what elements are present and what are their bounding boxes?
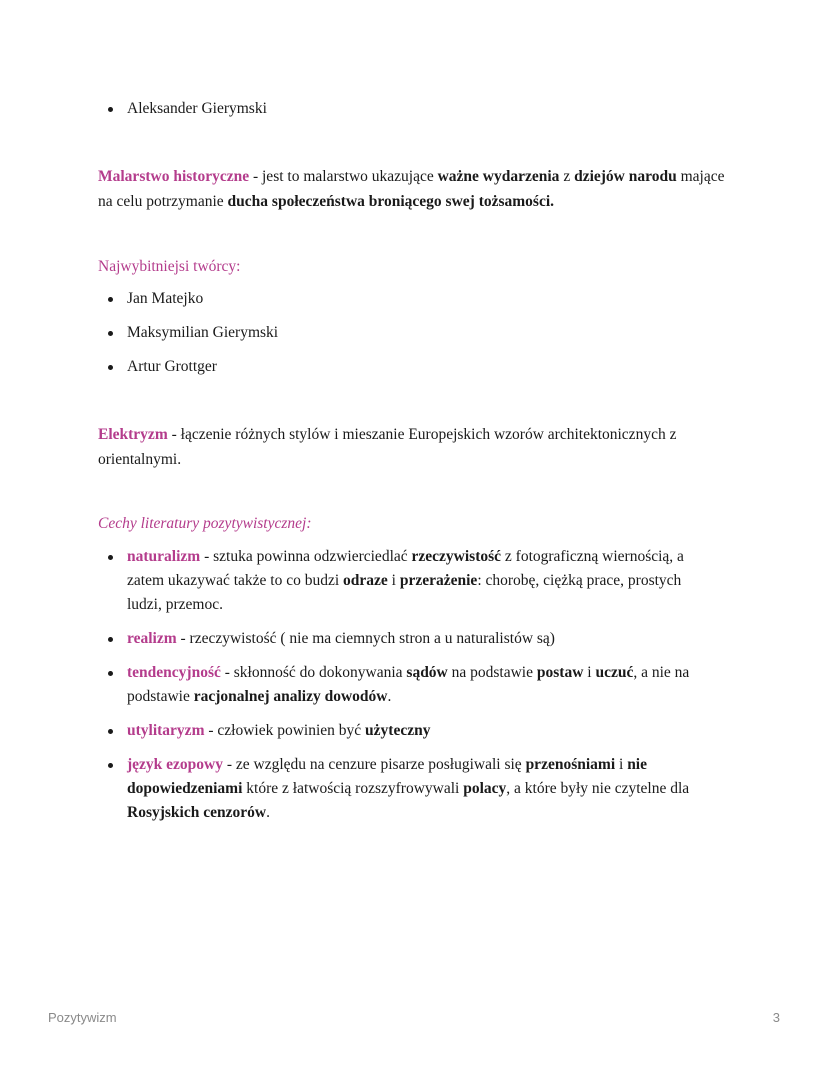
list-item: język ezopowy - ze względu na cenzure pisarze posługiwali się przenośniami i nie dopowiedzeniami które z łatwością rozszyfrowywali polacy, a które były nie czytelne dla Rosyjskich cenzorów.: [98, 753, 718, 825]
footer-title: Pozytywizm: [48, 1010, 117, 1025]
creators-heading: Najwybitniejsi twórcy:: [98, 258, 241, 275]
term-historical-painting: Malarstwo historyczne: [98, 168, 250, 185]
creators-list: [98, 287, 738, 379]
eclecticism-paragraph: Elektryzm - łączenie różnych stylów i mieszanie Europejskich wzorów architektonicznych z orientalnymi.: [98, 426, 677, 468]
historical-painting-paragraph: Malarstwo historyczne - jest to malarstwo ukazujące ważne wydarzenia z dziejów narodu mające na celu potrzymanie ducha społeczeństwa broniącego swej tożsamości.: [98, 168, 725, 210]
features-list: [98, 545, 718, 825]
features-heading: Cechy literatury pozytywistycznej:: [98, 515, 312, 532]
list-item: realizm - rzeczywistość ( nie ma ciemnych stron a u naturalistów są): [98, 627, 718, 651]
term-realism: realizm: [127, 630, 177, 647]
term-utilitarianism: utylitaryzm: [127, 722, 205, 739]
list-item: utylitaryzm - człowiek powinien być użyteczny: [98, 719, 718, 743]
term-tendency: tendencyjność: [127, 664, 221, 681]
term-aesopian-language: język ezopowy: [127, 756, 223, 773]
term-eclecticism: Elektryzm: [98, 426, 168, 443]
term-naturalism: naturalizm: [127, 548, 201, 565]
list-item: Artur Grottger: [98, 355, 738, 379]
list-item: Jan Matejko: [98, 287, 738, 311]
list-item: tendencyjność - skłonność do dokonywania sądów na podstawie postaw i uczuć, a nie na podstawie racjonalnej analizy dowodów.: [98, 661, 718, 709]
list-item: naturalizm - sztuka powinna odzwierciedlać rzeczywistość z fotograficzną wiernością, a zatem ukazywać także to co budzi odraze i przerażenie: chorobę, ciężką prace, prostych ludzi, przemoc.: [98, 545, 718, 617]
list-item: Aleksander Gierymski: [98, 97, 738, 121]
list-item: Maksymilian Gierymski: [98, 321, 738, 345]
page-number: 3: [772, 1010, 780, 1025]
painters-list: [98, 97, 738, 121]
